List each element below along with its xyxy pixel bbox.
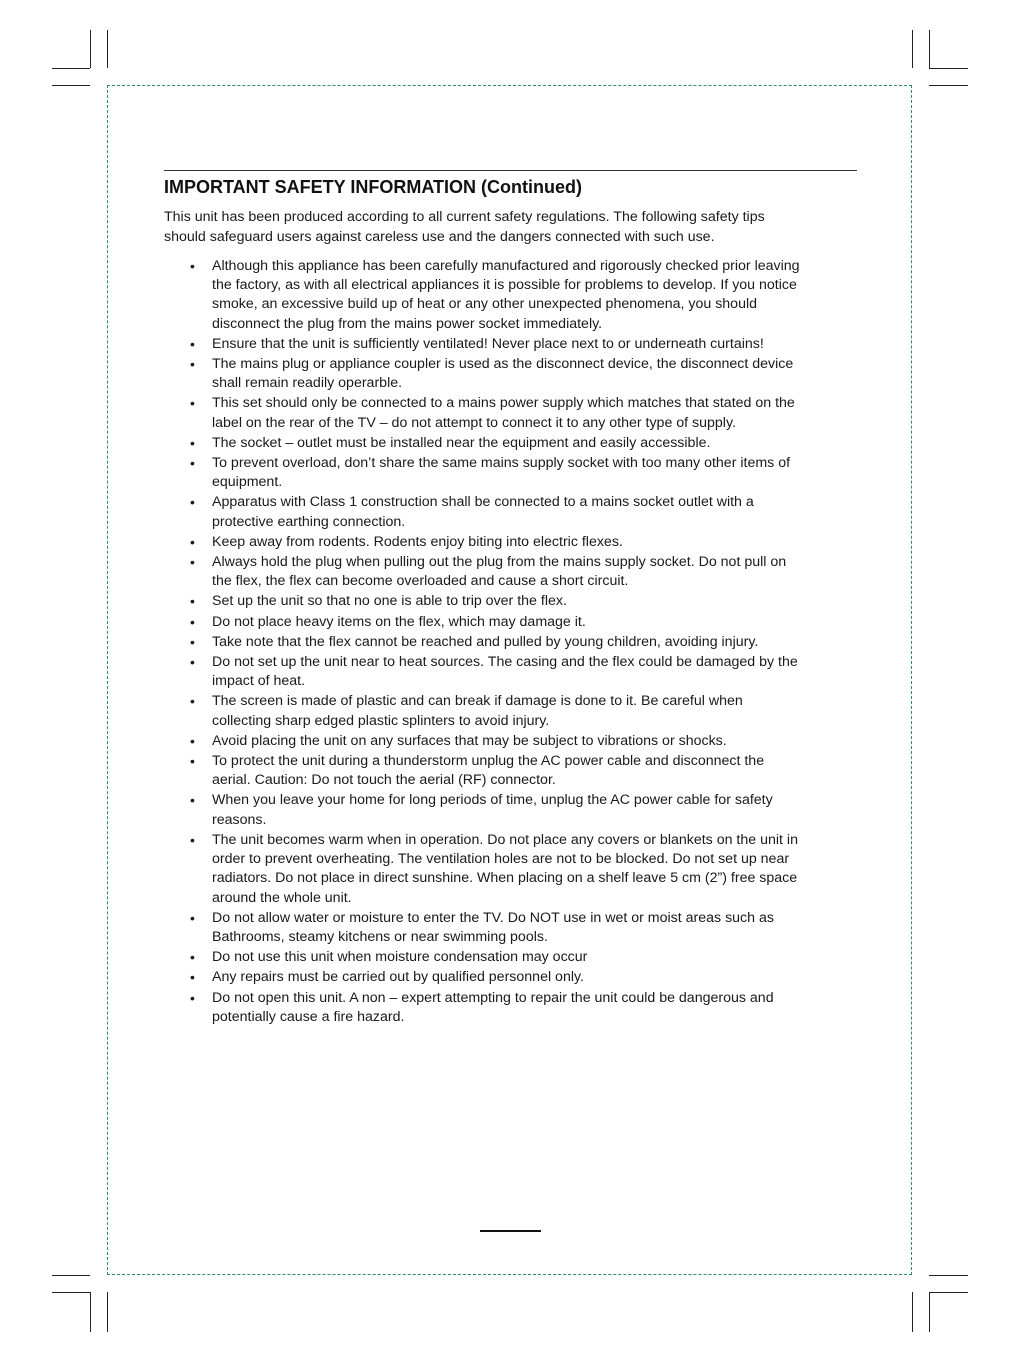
list-item: [190, 257, 800, 334]
bullet-icon: •: [190, 554, 195, 571]
list-item-text: To prevent overload, don’t share the same mains supply socket with too many other items of equipment.: [212, 455, 791, 491]
heading-rule: [164, 170, 857, 171]
crop-mark-top-left-v2: [107, 30, 108, 68]
crop-mark-top-left-v1: [90, 30, 91, 68]
bullet-icon: •: [190, 335, 195, 352]
list-item: [190, 335, 800, 354]
list-item: [190, 909, 800, 947]
bullet-icon: •: [190, 613, 195, 630]
list-item-text: The socket – outlet must be installed near the equipment and easily accessible.: [212, 434, 711, 451]
bullet-icon: •: [190, 593, 195, 610]
list-item: [190, 692, 800, 730]
bullet-icon: •: [190, 434, 195, 451]
list-item: [190, 752, 800, 790]
intro-paragraph: This unit has been produced according to all current safety regulations. The following safety tips should safeguard users against careless use and the dangers connected with such use.: [164, 209, 765, 245]
list-item-text: The mains plug or appliance coupler is used as the disconnect device, the disconnect device shall remain readily operarble.: [212, 356, 794, 392]
crop-mark-top-left-h: [52, 68, 90, 69]
list-item-text: Do not place heavy items on the flex, which may damage it.: [212, 613, 586, 630]
bullet-icon: •: [190, 989, 195, 1006]
list-item-text: Ensure that the unit is sufficiently ventilated! Never place next to or underneath curtains!: [212, 335, 764, 352]
list-item-text: When you leave your home for long periods of time, unplug the AC power cable for safety reasons.: [212, 792, 773, 828]
list-item: [190, 948, 800, 967]
list-item: [190, 831, 800, 908]
crop-mark-top-right-v1: [912, 30, 913, 68]
list-item: [190, 968, 800, 987]
list-item: [190, 454, 800, 492]
bullet-icon: •: [190, 633, 195, 650]
list-item-text: The unit becomes warm when in operation. Do not place any covers or blankets on the unit in order to prevent overheating. The ventilation holes are not to be blocked. Do not set up near radiators. Do not place in direct sunshine. When placing on a shelf leave 5 cm (2”) free space around the whole unit.: [212, 831, 798, 906]
bullet-icon: •: [190, 949, 195, 966]
list-item-text: Keep away from rodents. Rodents enjoy biting into electric flexes.: [212, 533, 623, 550]
list-item: [190, 613, 800, 632]
crop-mark-bottom-right-h: [929, 1275, 968, 1276]
list-item: [190, 394, 800, 432]
bullet-icon: •: [190, 969, 195, 986]
list-item-text: This set should only be connected to a mains power supply which matches that stated on the label on the rear of the TV – do not attempt to connect it to any other type of supply.: [212, 395, 795, 431]
list-item: [190, 493, 800, 531]
list-item-text: Always hold the plug when pulling out the plug from the mains supply socket. Do not pull on the flex, the flex can become overloaded and cause a short circuit.: [212, 554, 787, 590]
bullet-icon: •: [190, 693, 195, 710]
list-item: [190, 989, 800, 1027]
crop-mark-bottom-right-h2: [929, 1292, 968, 1293]
bullet-icon: •: [190, 258, 195, 274]
bullet-icon: •: [190, 792, 195, 809]
bullet-icon: •: [190, 753, 195, 770]
list-item: [190, 553, 800, 591]
list-item-text: Set up the unit so that no one is able to trip over the flex.: [212, 593, 567, 610]
list-item-text: Do not set up the unit near to heat sources. The casing and the flex could be damaged by the impact of heat.: [212, 654, 798, 690]
list-item-text: Any repairs must be carried out by qualified personnel only.: [212, 969, 584, 986]
bullet-icon: •: [190, 909, 195, 926]
list-item: [190, 533, 800, 552]
crop-mark-top-left-h2: [52, 85, 90, 86]
page-content: [164, 170, 857, 1028]
safety-list: [164, 257, 800, 1027]
list-item: [190, 592, 800, 611]
bullet-icon: •: [190, 494, 195, 511]
bullet-icon: •: [190, 831, 195, 848]
list-item-text: Apparatus with Class 1 construction shall be connected to a mains socket outlet with a protective earthing connection.: [212, 494, 754, 530]
list-item-text: Do not open this unit. A non – expert attempting to repair the unit could be dangerous and potentially cause a fire hazard.: [212, 989, 774, 1025]
page-title: IMPORTANT SAFETY INFORMATION (Continued): [164, 177, 582, 197]
list-item: [190, 653, 800, 691]
bullet-icon: •: [190, 455, 195, 472]
list-item-text: Although this appliance has been carefully manufactured and rigorously checked prior leaving the factory, as with all electrical appliances it is possible for problems to develop. If you notice smoke, an excessive build up of heat or any other unexpected phenomena, you should disconnect the plug from the mains power socket immediately.: [212, 258, 800, 332]
list-item-text: Avoid placing the unit on any surfaces that may be subject to vibrations or shocks.: [212, 732, 727, 749]
list-item-text: Do not use this unit when moisture condensation may occur: [212, 949, 588, 966]
page-number-line: [480, 1230, 541, 1232]
crop-mark-top-right-v2: [929, 30, 930, 68]
crop-mark-bottom-left-v1: [90, 1292, 91, 1332]
crop-mark-top-right-h: [929, 68, 968, 69]
list-item: [190, 633, 800, 652]
list-item: [190, 732, 800, 751]
list-item-text: The screen is made of plastic and can break if damage is done to it. Be careful when collecting sharp edged plastic splinters to avoid injury.: [212, 693, 743, 729]
bullet-icon: •: [190, 533, 195, 550]
crop-mark-bottom-left-v2: [107, 1292, 108, 1332]
crop-mark-bottom-right-v1: [912, 1292, 913, 1332]
crop-mark-top-right-h2: [929, 85, 968, 86]
bullet-icon: •: [190, 395, 195, 412]
crop-mark-bottom-left-h: [52, 1275, 90, 1276]
list-item: [190, 355, 800, 393]
list-item-text: To protect the unit during a thunderstorm unplug the AC power cable and disconnect the aerial. Caution: Do not touch the aerial (RF) connector.: [212, 753, 765, 789]
list-item: [190, 434, 800, 453]
list-item-text: Do not allow water or moisture to enter the TV. Do NOT use in wet or moist areas such as Bathrooms, steamy kitchens or near swimming pools.: [212, 909, 774, 945]
list-item: [190, 791, 800, 829]
crop-mark-bottom-right-v2: [929, 1292, 930, 1332]
bullet-icon: •: [190, 732, 195, 749]
list-item-text: Take note that the flex cannot be reached and pulled by young children, avoiding injury.: [212, 633, 759, 650]
bullet-icon: •: [190, 654, 195, 671]
bullet-icon: •: [190, 356, 195, 373]
crop-mark-bottom-left-h2: [52, 1292, 90, 1293]
